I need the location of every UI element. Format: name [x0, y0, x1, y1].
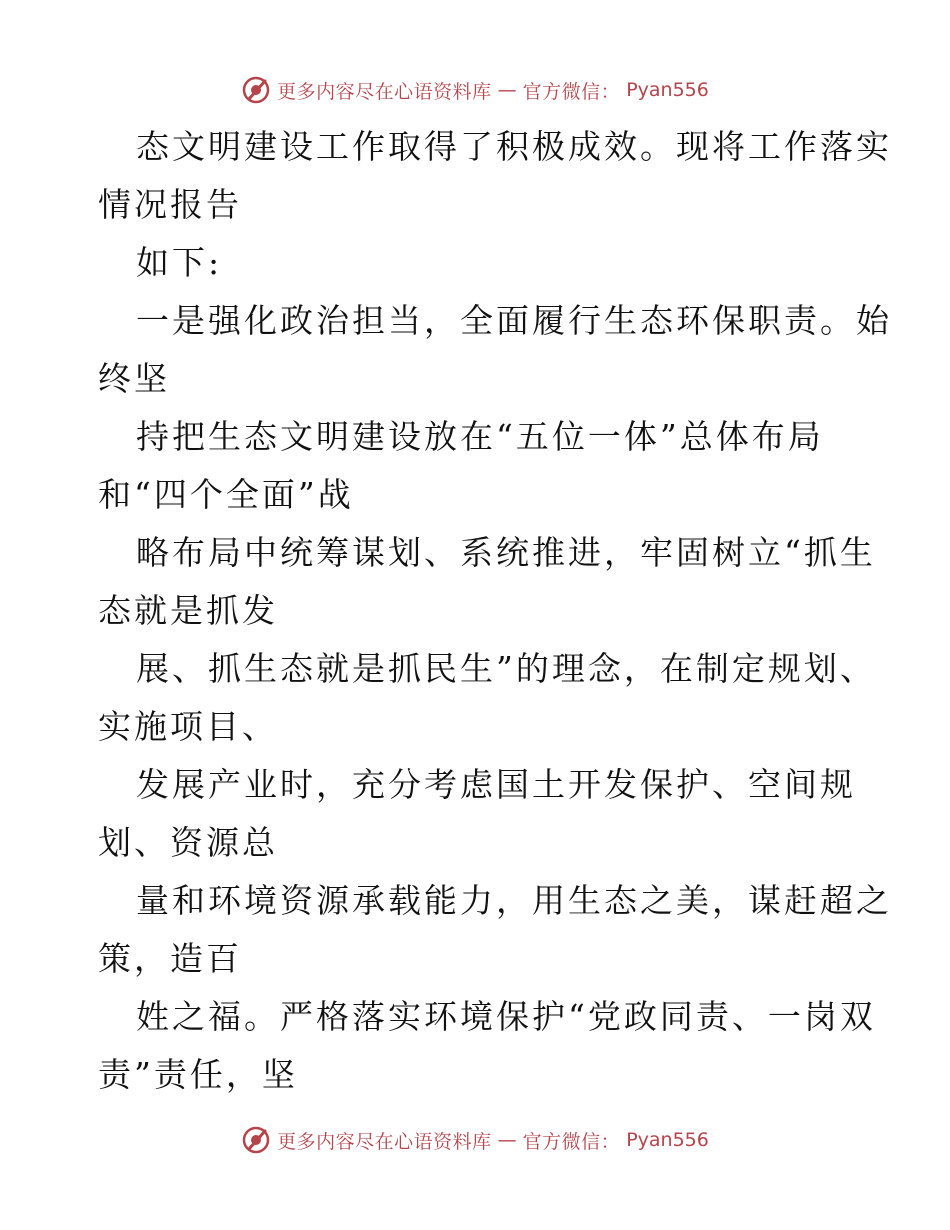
text-line: 和“四个全面”战 — [98, 475, 354, 514]
footer-brand-text: 更多内容尽在心语资料库 — [277, 1130, 492, 1153]
header-account: Pyan556 — [626, 79, 709, 101]
text-line: 实施项目、 — [98, 707, 278, 746]
text-line: 略布局中统筹谋划、系统推进，牢固树立“抓生 — [136, 533, 876, 572]
text-line: 姓之福。严格落实环境保护“党政同责、一岗双 — [136, 997, 876, 1036]
text-line: 展、抓生态就是抓民生”的理念，在制定规划、 — [136, 649, 876, 688]
pen-logo-icon — [241, 1125, 271, 1155]
text-line: 责”责任，坚 — [98, 1055, 298, 1094]
text-line: 划、资源总 — [98, 823, 278, 862]
footer-separator: — — [497, 1129, 517, 1151]
header-official-label: 官方微信： — [522, 80, 621, 103]
text-line: 态文明建设工作取得了积极成效。现将工作落实 — [136, 127, 892, 166]
text-line: 如下: — [136, 243, 223, 282]
page-header — [0, 70, 950, 110]
footer-official-label: 官方微信： — [522, 1130, 621, 1153]
header-brand-text: 更多内容尽在心语资料库 — [277, 80, 492, 103]
text-line: 情况报告 — [98, 185, 242, 224]
text-line: 策，造百 — [98, 939, 242, 978]
page-footer — [0, 1120, 950, 1160]
text-line: 量和环境资源承载能力，用生态之美，谋赶超之 — [136, 881, 892, 920]
text-line: 发展产业时，充分考虑国土开发保护、空间规 — [136, 765, 856, 804]
text-line: 态就是抓发 — [98, 591, 278, 630]
text-line: 持把生态文明建设放在“五位一体”总体布局 — [136, 417, 824, 456]
text-line: 一是强化政治担当，全面履行生态环保职责。始 — [136, 301, 892, 340]
footer-account: Pyan556 — [626, 1129, 709, 1151]
document-body — [98, 118, 892, 1104]
pen-logo-icon — [241, 75, 271, 105]
text-line: 终坚 — [98, 359, 170, 398]
header-separator: — — [497, 79, 517, 101]
